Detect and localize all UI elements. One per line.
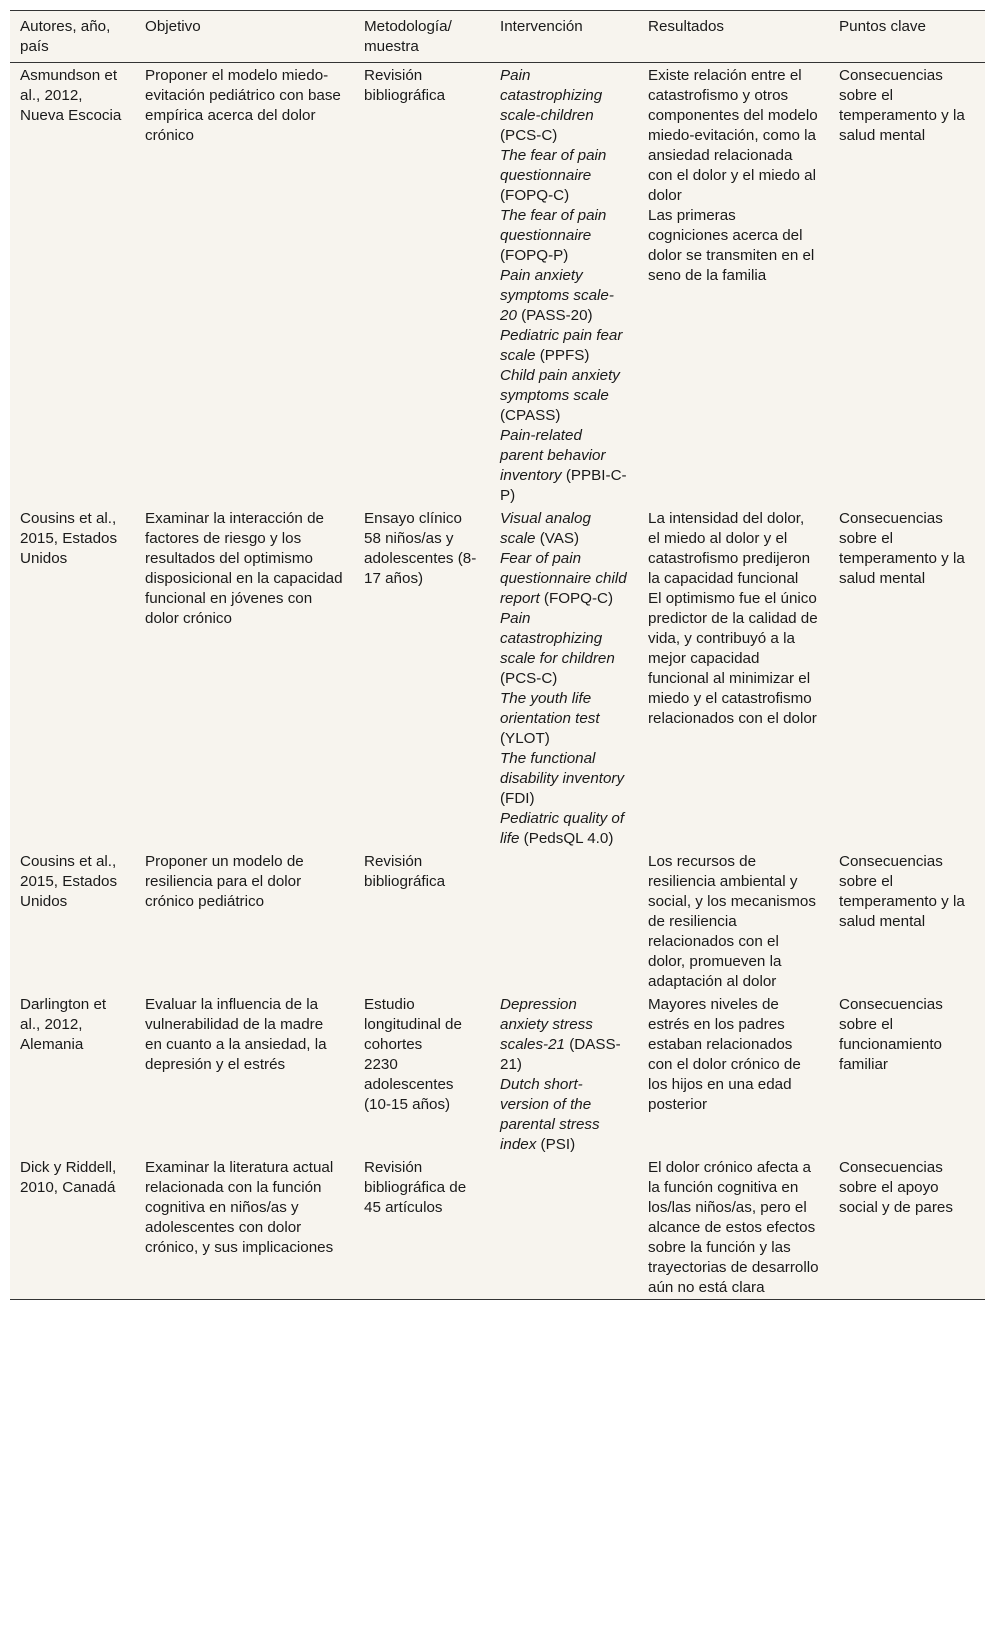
instrument-item — [500, 266, 628, 326]
header-resultados: Resultados — [648, 18, 724, 35]
resultado-line: Existe relación entre el catastrofismo y otros componentes del modelo miedo-evitación, como la ansiedad relacionada con el dolor y el miedo al dolor — [648, 67, 818, 204]
cell-intervencion — [490, 850, 638, 993]
header-intervencion: Intervención — [500, 18, 583, 35]
header-row — [10, 11, 985, 63]
cell-resultados — [638, 993, 829, 1156]
cell-objetivo: Proponer un modelo de resiliencia para el dolor crónico pediátrico — [145, 853, 304, 910]
studies-table — [10, 10, 985, 1300]
instrument-name: The youth life orientation test — [500, 690, 600, 727]
table-row — [10, 1156, 985, 1300]
table-row — [10, 850, 985, 993]
instrument-item — [500, 609, 628, 689]
instrument-item — [500, 509, 628, 549]
resultado-line: La intensidad del dolor, el miedo al dolor y el catastrofismo predijeron la capacidad funcional — [648, 510, 811, 587]
cell-resultados — [638, 63, 829, 508]
cell-metodologia — [354, 850, 490, 993]
cell-objetivo: Examinar la literatura actual relacionada con la función cognitiva en niños/as y adolescentes con dolor crónico, y sus implicaciones — [145, 1159, 334, 1256]
cell-metodologia — [354, 993, 490, 1156]
cell-puntos-clave: Consecuencias sobre el temperamento y la salud mental — [839, 510, 965, 587]
instrument-name: Fear of pain questionnaire child report — [500, 550, 627, 607]
instrument-item — [500, 995, 628, 1075]
cell-metodologia — [354, 1156, 490, 1300]
header-autores: Autores, año, país — [20, 18, 111, 55]
metodologia-line: Revisión bibliográfica — [364, 67, 446, 104]
instrument-item — [500, 549, 628, 609]
instrument-abbr: (PCS-C) — [500, 127, 558, 144]
instrument-name: The fear of pain questionnaire — [500, 207, 607, 244]
instrument-item — [500, 426, 628, 506]
instrument-abbr: (PPBI-C-P) — [500, 467, 627, 504]
instrument-abbr: (PPFS) — [535, 347, 590, 364]
resultado-line: El dolor crónico afecta a la función cognitiva en los/las niños/as, pero el alcance de estos efectos sobre la función y las trayectorias de desarrollo aún no está clara — [648, 1159, 819, 1296]
cell-puntos-clave: Consecuencias sobre el temperamento y la salud mental — [839, 67, 965, 144]
table-row — [10, 993, 985, 1156]
resultado-line: El optimismo fue el único predictor de la calidad de vida, y contribuyó a la mejor capacidad funcional al minimizar el miedo y el catastrofismo relacionados con el dolor — [648, 590, 818, 727]
table-body — [10, 63, 985, 1300]
cell-intervencion — [490, 507, 638, 850]
metodologia-line: Revisión bibliográfica de 45 artículos — [364, 1159, 467, 1216]
instrument-abbr: (PSI) — [536, 1136, 576, 1153]
resultado-line: Las primeras cogniciones acerca del dolor se transmiten en el seno de la familia — [648, 207, 815, 284]
metodologia-line: Revisión bibliográfica — [364, 853, 446, 890]
metodologia-line: Ensayo clínico — [364, 510, 462, 527]
cell-puntos-clave: Consecuencias sobre el apoyo social y de pares — [839, 1159, 953, 1216]
instrument-item — [500, 366, 628, 426]
cell-metodologia — [354, 507, 490, 850]
cell-resultados — [638, 850, 829, 993]
instrument-item — [500, 1075, 628, 1155]
instrument-item — [500, 206, 628, 266]
cell-intervencion — [490, 993, 638, 1156]
cell-metodologia — [354, 63, 490, 508]
cell-objetivo: Proponer el modelo miedo-evitación pediátrico con base empírica acerca del dolor crónico — [145, 67, 341, 144]
instrument-abbr: (FOPQ-C) — [500, 187, 570, 204]
instrument-item — [500, 689, 628, 749]
cell-puntos-clave: Consecuencias sobre el temperamento y la salud mental — [839, 853, 965, 930]
instrument-item — [500, 749, 628, 809]
table-row — [10, 507, 985, 850]
cell-resultados — [638, 1156, 829, 1300]
instrument-abbr: (CPASS) — [500, 407, 561, 424]
instrument-abbr: (VAS) — [535, 530, 580, 547]
instrument-abbr: (PASS-20) — [516, 307, 593, 324]
instrument-name: The functional disability inventory — [500, 750, 625, 787]
instrument-item — [500, 326, 628, 366]
header-puntos-clave: Puntos clave — [839, 18, 926, 35]
instrument-item — [500, 146, 628, 206]
instrument-abbr: (PedsQL 4.0) — [519, 830, 614, 847]
cell-autores: Darlington et al., 2012, Alemania — [20, 996, 107, 1053]
instrument-name: The fear of pain questionnaire — [500, 147, 607, 184]
metodologia-line: 2230 adolescentes (10-15 años) — [364, 1056, 454, 1113]
metodologia-line: 58 niños/as y adolescentes (8-17 años) — [364, 530, 477, 587]
cell-resultados — [638, 507, 829, 850]
header-objetivo: Objetivo — [145, 18, 201, 35]
instrument-name: Visual analog scale — [500, 510, 591, 547]
header-metodologia: Metodología/ muestra — [364, 18, 452, 55]
instrument-abbr: (FDI) — [500, 790, 535, 807]
instrument-name: Depression anxiety stress scales-21 — [500, 996, 593, 1053]
instrument-name: Pain catastrophizing scale for children — [500, 610, 615, 667]
table-row — [10, 63, 985, 508]
cell-autores: Asmundson et al., 2012, Nueva Escocia — [20, 67, 122, 124]
cell-objetivo: Examinar la interacción de factores de riesgo y los resultados del optimismo disposicional en la capacidad funcional en jóvenes con dolor crónico — [145, 510, 343, 627]
instrument-abbr: (FOPQ-C) — [539, 590, 614, 607]
cell-autores: Cousins et al., 2015, Estados Unidos — [20, 510, 118, 567]
cell-autores: Dick y Riddell, 2010, Canadá — [20, 1159, 117, 1196]
instrument-name: Child pain anxiety symptoms scale — [500, 367, 620, 404]
cell-intervencion — [490, 63, 638, 508]
instrument-abbr: (YLOT) — [500, 730, 550, 747]
instrument-name: Dutch short-version of the parental stress index — [500, 1076, 600, 1153]
instrument-name: Pain anxiety symptoms scale-20 — [500, 267, 614, 324]
instrument-name: Pediatric pain fear scale — [500, 327, 623, 364]
metodologia-line: Estudio longitudinal de cohortes — [364, 996, 462, 1053]
instrument-item — [500, 809, 628, 849]
instrument-name: Pain-related parent behavior inventory — [500, 427, 606, 484]
instrument-name: Pain catastrophizing scale-children — [500, 67, 603, 124]
resultado-line: Los recursos de resiliencia ambiental y social, y los mecanismos de resiliencia relacionados con el dolor, promueven la adaptación al dolor — [648, 853, 816, 990]
instrument-abbr: (FOPQ-P) — [500, 247, 569, 264]
cell-puntos-clave: Consecuencias sobre el funcionamiento familiar — [839, 996, 943, 1073]
cell-objetivo: Evaluar la influencia de la vulnerabilidad de la madre en cuanto a la ansiedad, la depresión y el estrés — [145, 996, 327, 1073]
instrument-name: Pediatric quality of life — [500, 810, 625, 847]
instrument-abbr: (DASS-21) — [500, 1036, 621, 1073]
resultado-line: Mayores niveles de estrés en los padres estaban relacionados con el dolor crónico de los hijos en una edad posterior — [648, 996, 801, 1113]
instrument-abbr: (PCS-C) — [500, 670, 558, 687]
cell-autores: Cousins et al., 2015, Estados Unidos — [20, 853, 118, 910]
studies-table-container — [10, 10, 985, 1300]
cell-intervencion — [490, 1156, 638, 1300]
instrument-item — [500, 66, 628, 146]
